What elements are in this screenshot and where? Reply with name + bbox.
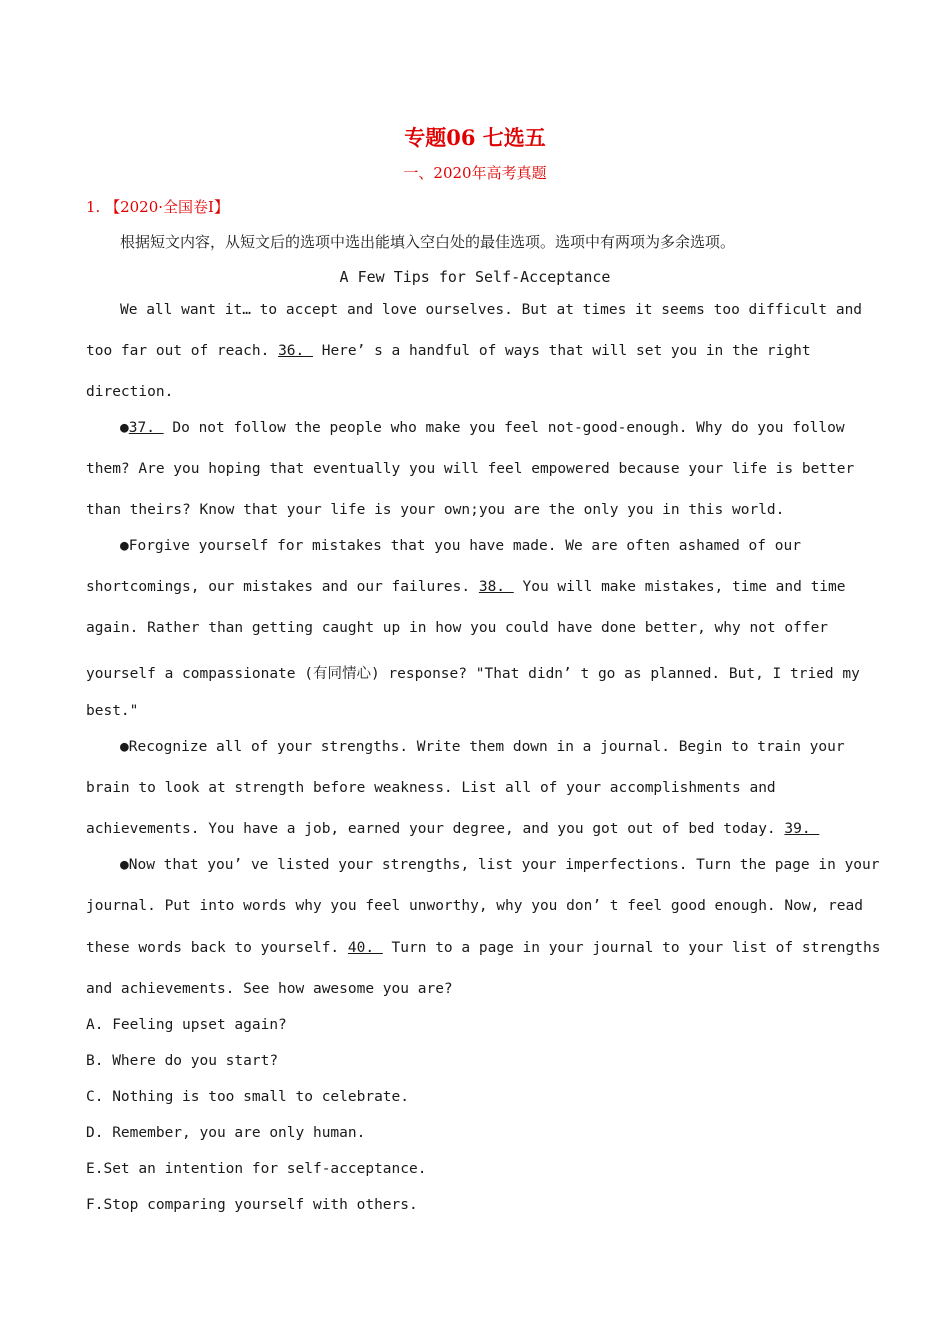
option-item: B. Where do you start? [86,1053,279,1069]
passage-line [120,538,801,554]
passage-line [120,420,845,436]
passage-text: Do not follow the people who make you feel not-good-enough. Why do you follow [163,420,845,436]
passage-text: and achievements. See how awesome you are? [86,981,453,997]
page-title: 专题06 七选五 [404,125,546,150]
passage-title: A Few Tips for Self-Acceptance [339,268,611,286]
passage-line [86,780,776,796]
passage-line [86,461,854,477]
passage-text: ●Recognize all of your strengths. Write them down in a journal. Begin to train your [120,739,845,755]
passage-line [86,981,453,997]
section-subtitle: 一、2020年高考真题 [403,164,547,182]
passage-line [86,662,860,683]
passage-text: best." [86,703,139,719]
answer-blank[interactable]: 37. [128,420,164,436]
passage-text: yourself a compassionate (有同情心) response? "That didn’ t go as planned. But, I tried my [86,666,860,682]
passage-line [120,857,880,873]
passage-text: than theirs? Know that your life is your own;you are the only you in this world. [86,502,785,518]
passage-line [86,703,138,719]
passage-line [86,821,819,837]
passage-line [120,739,845,755]
passage-text: journal. Put into words why you feel unworthy, why you don’ t feel good enough. Now, read [86,898,863,914]
passage-text: We all want it… to accept and love ourselves. But at times it seems too difficult and [120,302,863,318]
passage-line [86,620,828,636]
passage-text: them? Are you hoping that eventually you will feel empowered because your life is better [86,461,855,477]
passage-text: You will make mistakes, time and time [513,579,846,595]
passage-line [86,384,173,400]
option-item: A. Feeling upset again? [86,1017,287,1033]
passage-line [86,343,811,359]
passage-line [86,502,784,518]
passage-text: shortcomings, our mistakes and our failures. [86,579,479,595]
passage-text: Turn to a page in your journal to your list of strengths [382,940,881,956]
passage-text: direction. [86,384,174,400]
passage-text: ●Now that you’ ve listed your strengths, list your imperfections. Turn the page in your [120,857,880,873]
passage-line [86,898,863,914]
question-number: 1. 【2020·全国卷Ⅰ】 [86,198,229,216]
answer-blank[interactable]: 39. [784,821,820,837]
option-item: F.Stop comparing yourself with others. [86,1197,418,1213]
passage-line [86,579,846,595]
option-item: C. Nothing is too small to celebrate. [86,1089,410,1105]
passage-text: too far out of reach. [86,343,279,359]
passage-text: these words back to yourself. [86,940,348,956]
passage-text: again. Rather than getting caught up in how you could have done better, why not offer [86,620,829,636]
answer-blank[interactable]: 38. [478,579,514,595]
answer-blank[interactable]: 36. [278,343,313,359]
passage-text: ●Forgive yourself for mistakes that you have made. We are often ashamed of our [120,538,801,554]
passage-line [120,302,862,318]
passage-text: achievements. You have a job, earned your degree, and you got out of bed today. [86,821,785,837]
question-instruction: 根据短文内容，从短文后的选项中选出能填入空白处的最佳选项。选项中有两项为多余选项。 [120,233,736,251]
answer-blank[interactable]: 40. [347,940,383,956]
passage-text: ● [120,420,129,436]
passage-text: Here’ s a handful of ways that will set you in the right [312,343,811,359]
passage-text: brain to look at strength before weakness. List all of your accomplishments and [86,780,776,796]
option-item: E.Set an intention for self-acceptance. [86,1161,427,1177]
option-item: D. Remember, you are only human. [86,1125,366,1141]
passage-line [86,940,880,956]
